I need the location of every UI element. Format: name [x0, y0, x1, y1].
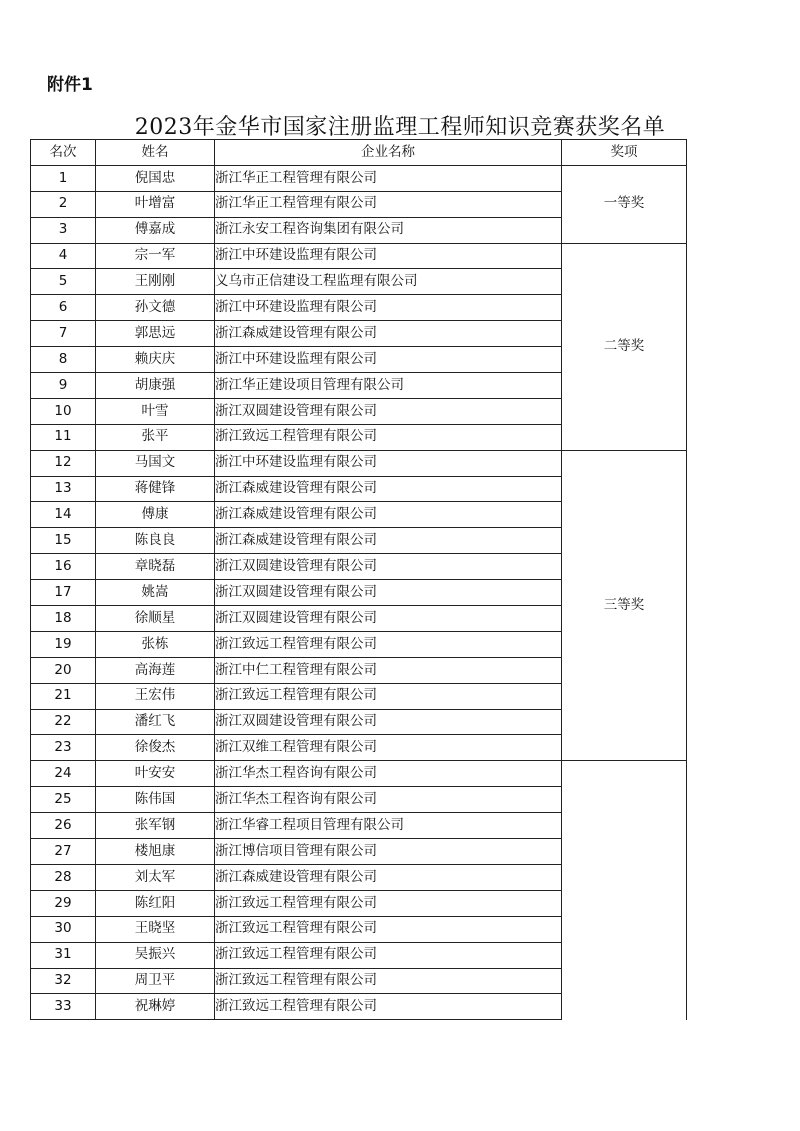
rank-cell: 33 — [31, 994, 96, 1020]
name-cell: 楼旭康 — [96, 839, 215, 865]
rank-cell: 16 — [31, 554, 96, 580]
rank-cell: 31 — [31, 942, 96, 968]
name-cell: 孙文德 — [96, 295, 215, 321]
name-cell: 高海莲 — [96, 657, 215, 683]
rank-cell: 26 — [31, 813, 96, 839]
prize-cell — [562, 761, 687, 1020]
company-cell: 浙江森威建设管理有限公司 — [215, 502, 562, 528]
company-cell: 浙江致远工程管理有限公司 — [215, 631, 562, 657]
name-cell: 徐顺星 — [96, 606, 215, 632]
rank-cell: 20 — [31, 657, 96, 683]
name-cell: 吴振兴 — [96, 942, 215, 968]
rank-cell: 1 — [31, 165, 96, 191]
company-cell: 浙江致远工程管理有限公司 — [215, 994, 562, 1020]
name-cell: 潘红飞 — [96, 709, 215, 735]
company-cell: 浙江致远工程管理有限公司 — [215, 683, 562, 709]
rank-cell: 21 — [31, 683, 96, 709]
company-cell: 浙江森威建设管理有限公司 — [215, 864, 562, 890]
company-cell: 浙江森威建设管理有限公司 — [215, 321, 562, 347]
company-cell: 浙江双圆建设管理有限公司 — [215, 398, 562, 424]
prize-cell: 三等奖 — [562, 450, 687, 761]
name-cell: 马国文 — [96, 450, 215, 476]
company-cell: 浙江中环建设监理有限公司 — [215, 347, 562, 373]
company-cell: 浙江中环建设监理有限公司 — [215, 243, 562, 269]
name-cell: 张军钢 — [96, 813, 215, 839]
header-rank: 名次 — [31, 140, 96, 166]
company-cell: 浙江双圆建设管理有限公司 — [215, 709, 562, 735]
company-cell: 浙江永安工程咨询集团有限公司 — [215, 217, 562, 243]
name-cell: 姚嵩 — [96, 580, 215, 606]
rank-cell: 6 — [31, 295, 96, 321]
prize-cell: 一等奖 — [562, 165, 687, 243]
rank-cell: 9 — [31, 373, 96, 399]
rank-cell: 2 — [31, 191, 96, 217]
name-cell: 郭思远 — [96, 321, 215, 347]
rank-cell: 23 — [31, 735, 96, 761]
table-row — [31, 450, 687, 476]
rank-cell: 12 — [31, 450, 96, 476]
rank-cell: 18 — [31, 606, 96, 632]
table-row — [31, 165, 687, 191]
name-cell: 陈良良 — [96, 528, 215, 554]
rank-cell: 28 — [31, 864, 96, 890]
rank-cell: 24 — [31, 761, 96, 787]
rank-cell: 14 — [31, 502, 96, 528]
name-cell: 傅康 — [96, 502, 215, 528]
name-cell: 赖庆庆 — [96, 347, 215, 373]
name-cell: 叶增富 — [96, 191, 215, 217]
header-company: 企业名称 — [215, 140, 562, 166]
rank-cell: 30 — [31, 916, 96, 942]
name-cell: 张栋 — [96, 631, 215, 657]
name-cell: 徐俊杰 — [96, 735, 215, 761]
name-cell: 周卫平 — [96, 968, 215, 994]
header-row — [31, 140, 687, 166]
name-cell: 叶安安 — [96, 761, 215, 787]
company-cell: 浙江华正建设项目管理有限公司 — [215, 373, 562, 399]
name-cell: 王宏伟 — [96, 683, 215, 709]
prize-cell: 二等奖 — [562, 243, 687, 450]
name-cell: 刘太军 — [96, 864, 215, 890]
name-cell: 王刚刚 — [96, 269, 215, 295]
rank-cell: 15 — [31, 528, 96, 554]
rank-cell: 3 — [31, 217, 96, 243]
name-cell: 张平 — [96, 424, 215, 450]
table-row — [31, 243, 687, 269]
company-cell: 浙江森威建设管理有限公司 — [215, 528, 562, 554]
name-cell: 陈红阳 — [96, 890, 215, 916]
rank-cell: 10 — [31, 398, 96, 424]
name-cell: 傅嘉成 — [96, 217, 215, 243]
rank-cell: 7 — [31, 321, 96, 347]
company-cell: 浙江森威建设管理有限公司 — [215, 476, 562, 502]
company-cell: 浙江致远工程管理有限公司 — [215, 890, 562, 916]
rank-cell: 22 — [31, 709, 96, 735]
rank-cell: 8 — [31, 347, 96, 373]
name-cell: 宗一军 — [96, 243, 215, 269]
table-body — [31, 165, 687, 1019]
rank-cell: 11 — [31, 424, 96, 450]
company-cell: 浙江中仁工程管理有限公司 — [215, 657, 562, 683]
rank-cell: 19 — [31, 631, 96, 657]
header-name: 姓名 — [96, 140, 215, 166]
company-cell: 浙江双维工程管理有限公司 — [215, 735, 562, 761]
rank-cell: 32 — [31, 968, 96, 994]
name-cell: 蒋健锋 — [96, 476, 215, 502]
company-cell: 浙江华正工程管理有限公司 — [215, 191, 562, 217]
rank-cell: 25 — [31, 787, 96, 813]
rank-cell: 17 — [31, 580, 96, 606]
company-cell: 义乌市正信建设工程监理有限公司 — [215, 269, 562, 295]
rank-cell: 29 — [31, 890, 96, 916]
company-cell: 浙江博信项目管理有限公司 — [215, 839, 562, 865]
award-table — [30, 139, 687, 1020]
name-cell: 王晓坚 — [96, 916, 215, 942]
company-cell: 浙江双圆建设管理有限公司 — [215, 606, 562, 632]
rank-cell: 13 — [31, 476, 96, 502]
name-cell: 叶雪 — [96, 398, 215, 424]
name-cell: 倪国忠 — [96, 165, 215, 191]
company-cell: 浙江致远工程管理有限公司 — [215, 942, 562, 968]
rank-cell: 27 — [31, 839, 96, 865]
company-cell: 浙江双圆建设管理有限公司 — [215, 554, 562, 580]
company-cell: 浙江中环建设监理有限公司 — [215, 295, 562, 321]
name-cell: 胡康强 — [96, 373, 215, 399]
header-prize: 奖项 — [562, 140, 687, 166]
company-cell: 浙江华正工程管理有限公司 — [215, 165, 562, 191]
company-cell: 浙江致远工程管理有限公司 — [215, 968, 562, 994]
company-cell: 浙江华杰工程咨询有限公司 — [215, 787, 562, 813]
name-cell: 章晓磊 — [96, 554, 215, 580]
company-cell: 浙江中环建设监理有限公司 — [215, 450, 562, 476]
table-row — [31, 761, 687, 787]
company-cell: 浙江致远工程管理有限公司 — [215, 916, 562, 942]
rank-cell: 5 — [31, 269, 96, 295]
company-cell: 浙江致远工程管理有限公司 — [215, 424, 562, 450]
company-cell: 浙江华睿工程项目管理有限公司 — [215, 813, 562, 839]
company-cell: 浙江双圆建设管理有限公司 — [215, 580, 562, 606]
page-title: 2023年金华市国家注册监理工程师知识竞赛获奖名单 — [134, 115, 666, 140]
attachment-label: 附件1 — [47, 75, 93, 95]
name-cell: 祝琳婷 — [96, 994, 215, 1020]
name-cell: 陈伟国 — [96, 787, 215, 813]
company-cell: 浙江华杰工程咨询有限公司 — [215, 761, 562, 787]
rank-cell: 4 — [31, 243, 96, 269]
